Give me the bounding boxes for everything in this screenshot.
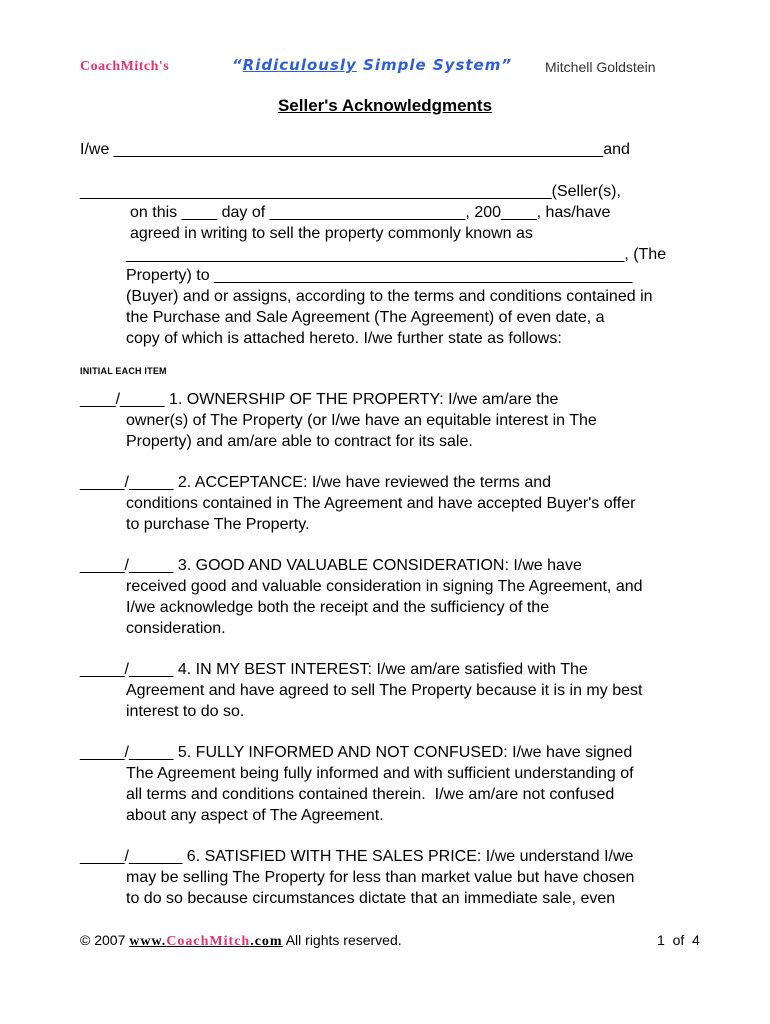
item-heading: ____/_____ 1. OWNERSHIP OF THE PROPERTY: I/we am/are the <box>80 391 559 408</box>
acknowledgment-item <box>80 555 720 639</box>
item-text: about any aspect of The Agreement. <box>126 807 384 824</box>
acknowledgment-item <box>80 742 720 826</box>
footer-copyright <box>80 932 402 950</box>
intro-line: copy of which is attached hereto. I/we further state as follows: <box>126 330 562 347</box>
intro-line: _____________________________________________________(Seller(s), <box>80 183 621 200</box>
site-prefix: www. <box>129 934 167 949</box>
item-heading: _____/_____ 2. ACCEPTANCE: I/we have reviewed the terms and <box>80 474 552 491</box>
intro-line: the Purchase and Sale Agreement (The Agreement) of even date, a <box>126 309 605 326</box>
item-text: owner(s) of The Property (or I/we have an equitable interest in The <box>126 412 597 429</box>
header-tagline-underlined: Ridiculously <box>242 56 357 74</box>
item-text: The Agreement being fully informed and with sufficient understanding of <box>126 765 634 782</box>
site-suffix: .com <box>250 934 283 949</box>
item-text: interest to do so. <box>126 703 245 720</box>
item-text: Property) and am/are able to contract for its sale. <box>126 433 473 450</box>
site-link[interactable] <box>129 934 282 949</box>
acknowledgment-item <box>80 472 720 535</box>
intro-line: (Buyer) and or assigns, according to the terms and conditions contained in <box>126 288 653 305</box>
item-heading: _____/_____ 3. GOOD AND VALUABLE CONSIDERATION: I/we have <box>80 557 582 574</box>
header-author: Mitchell Goldstein <box>545 59 656 75</box>
item-heading: _____/______ 6. SATISFIED WITH THE SALES PRICE: I/we understand I/we <box>80 848 634 865</box>
intro-line: I/we _______________________________________________________and <box>80 141 630 158</box>
item-text: received good and valuable consideration in signing The Agreement, and <box>126 578 643 595</box>
site-brand: CoachMitch <box>166 934 251 949</box>
item-text: consideration. <box>126 620 226 637</box>
page-title: Seller's Acknowledgments <box>277 96 493 115</box>
item-heading: _____/_____ 4. IN MY BEST INTEREST: I/we am/are satisfied with The <box>80 661 588 678</box>
item-heading: _____/_____ 5. FULLY INFORMED AND NOT CONFUSED: I/we have signed <box>80 744 633 761</box>
initial-each-item-label: INITIAL EACH ITEM <box>80 366 167 376</box>
rights-text: All rights reserved. <box>282 932 402 948</box>
acknowledgment-item <box>80 659 720 722</box>
item-text: to purchase The Property. <box>126 516 310 533</box>
copyright-text: © 2007 <box>80 932 130 948</box>
item-text: all terms and conditions contained therein. I/we am/are not confused <box>126 786 615 803</box>
acknowledgment-item <box>80 389 720 452</box>
item-text: conditions contained in The Agreement and have accepted Buyer's offer <box>126 495 636 512</box>
item-text: I/we acknowledge both the receipt and the sufficiency of the <box>126 599 550 616</box>
intro-line: on this ____ day of ______________________, 200____, has/have <box>130 204 611 221</box>
page-number: 1 of 4 <box>657 932 700 948</box>
header-tagline-rest: Simple System <box>356 56 502 74</box>
item-text: to do so because circumstances dictate that an immediate sale, even <box>126 890 616 907</box>
item-text: Agreement and have agreed to sell The Property because it is in my best <box>126 682 643 699</box>
acknowledgment-item <box>80 846 720 909</box>
header-brand: CoachMitch's <box>80 59 170 74</box>
intro-line: Property) to _______________________________________________ <box>126 267 633 284</box>
intro-line: ________________________________________________________, (The <box>126 246 667 263</box>
intro-line: agreed in writing to sell the property commonly known as <box>130 225 533 242</box>
item-text: may be selling The Property for less than market value but have chosen <box>126 869 635 886</box>
header-tagline: “Ridiculously Simple System” <box>232 56 513 74</box>
